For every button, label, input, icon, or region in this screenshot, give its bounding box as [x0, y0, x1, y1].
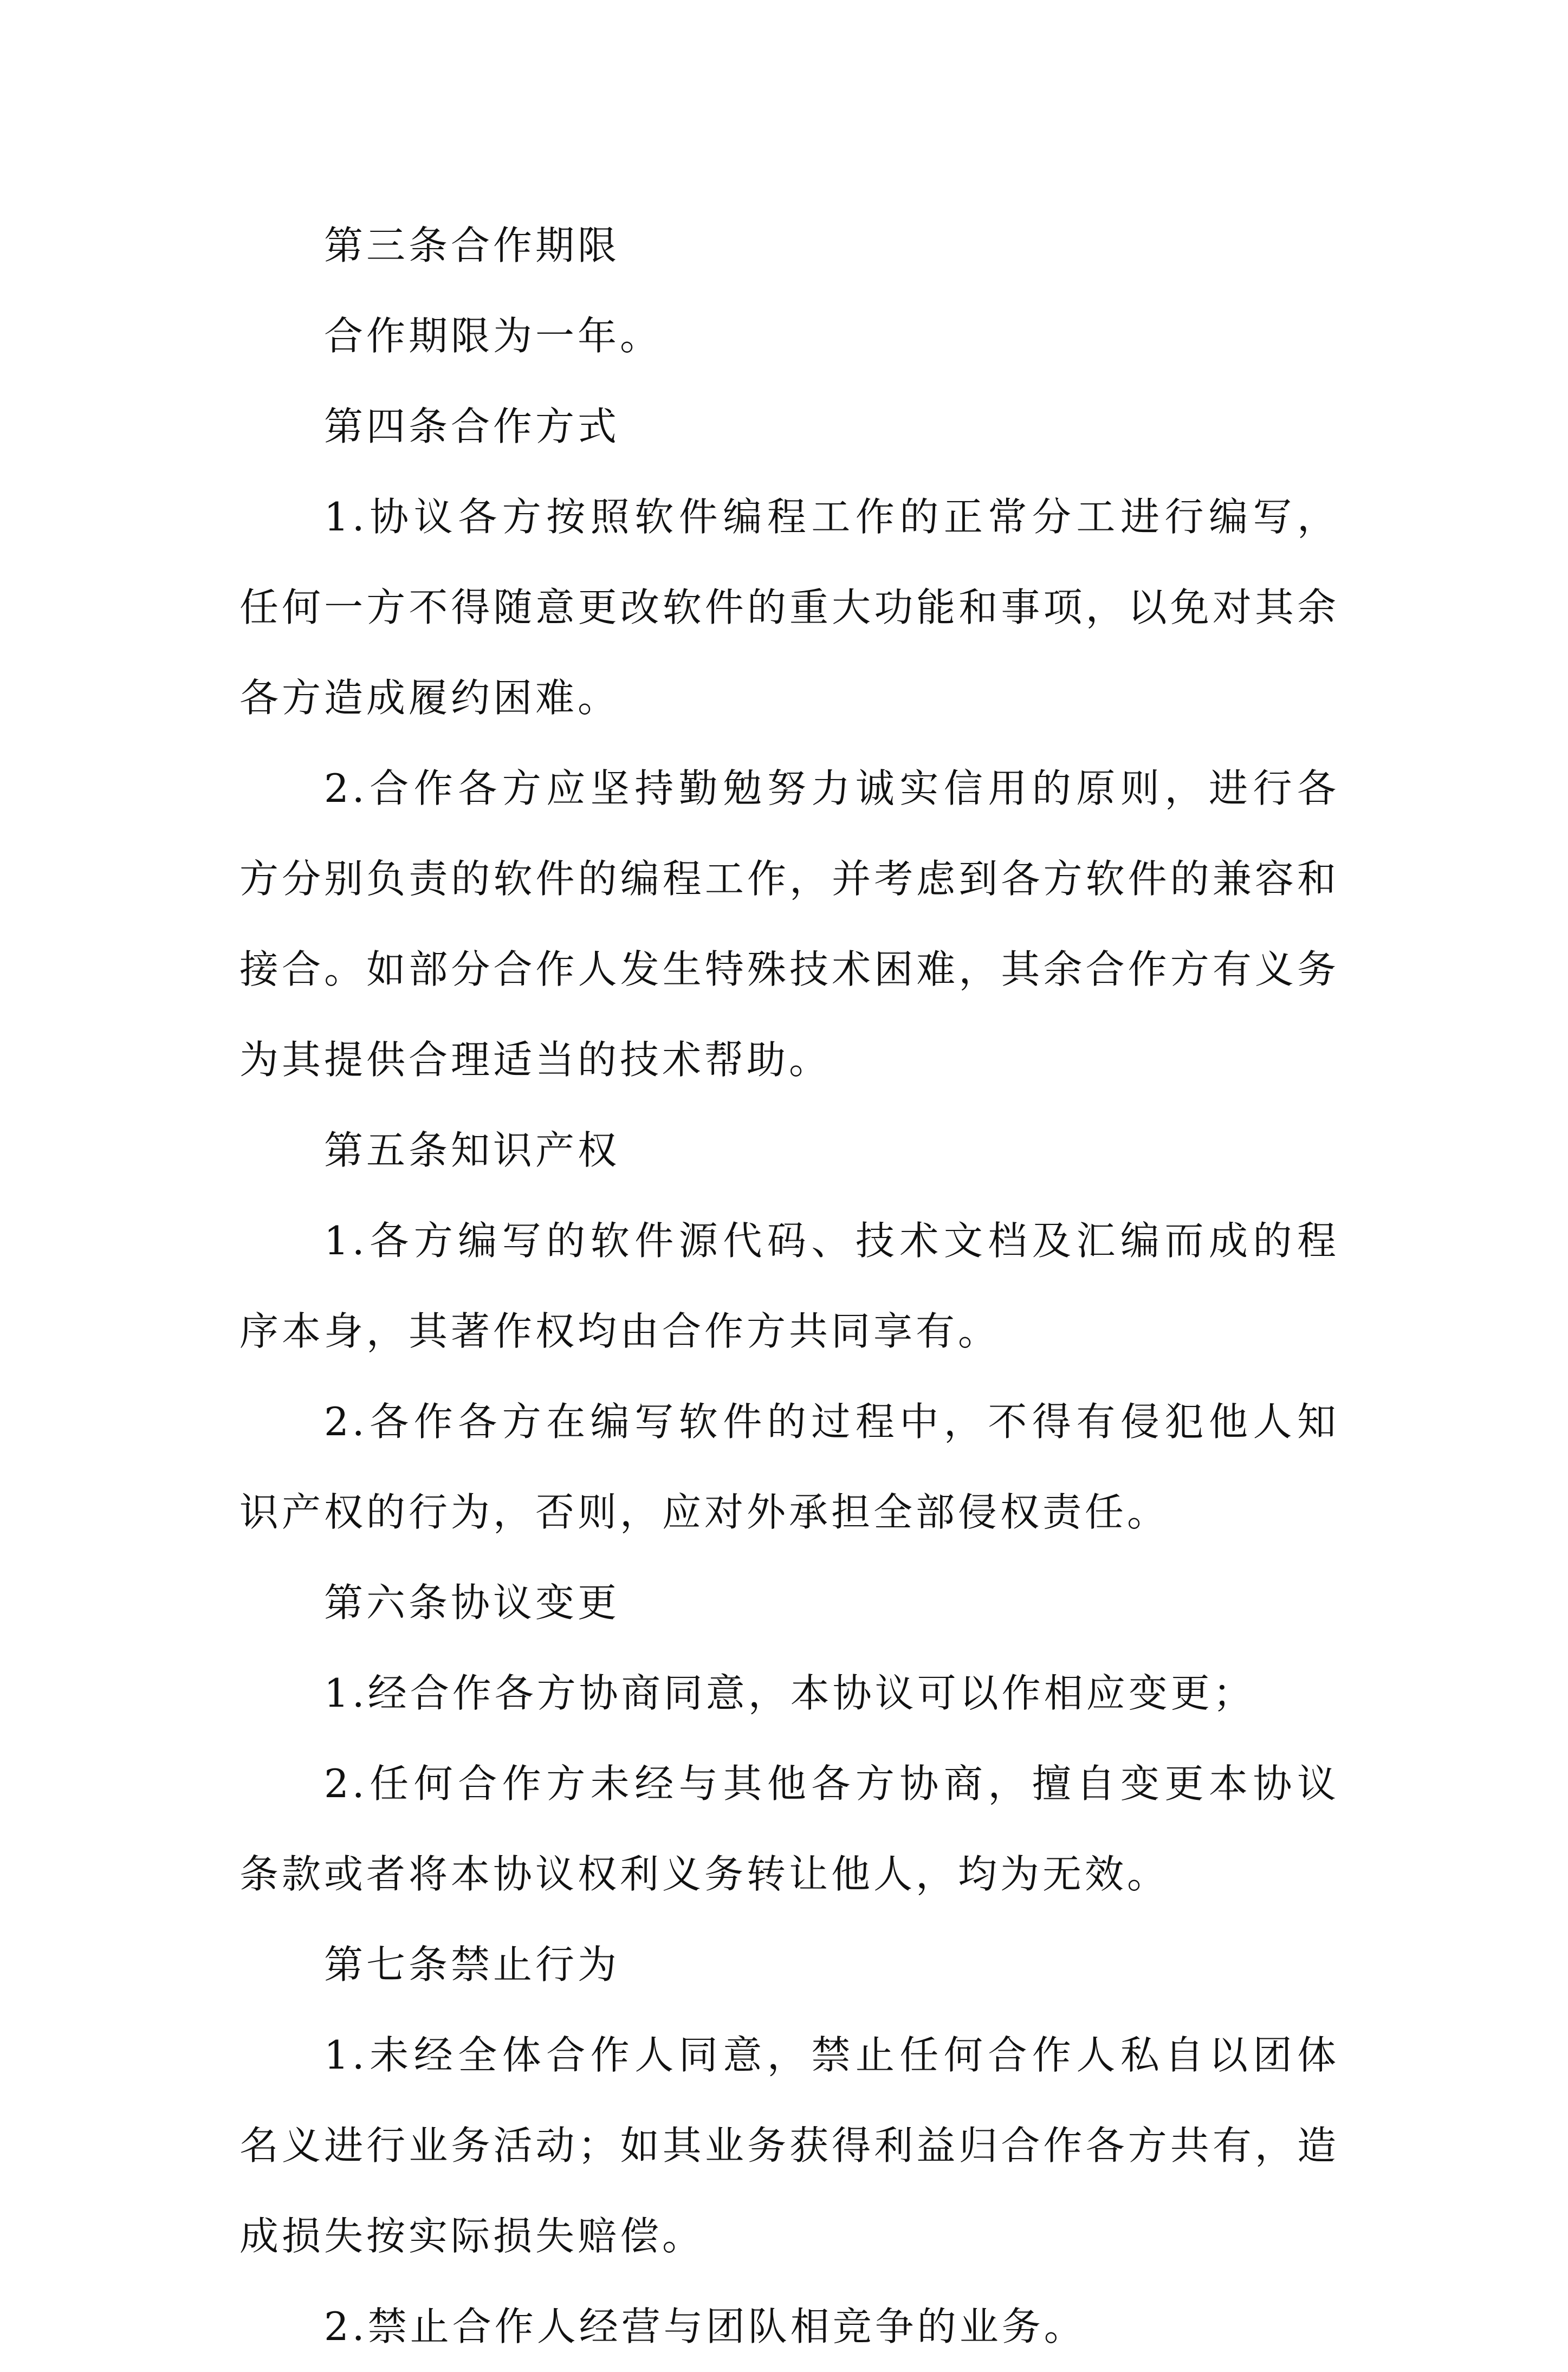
article-4-clause-2: 2.合作各方应坚持勤勉努力诚实信用的原则，进行各方分别负责的软件的编程工作，并考虑到各方软件的兼容和接合。如部分合作人发生特殊技术困难，其余合作方有义务为其提供合理适当的技术帮助。	[239, 766, 1339, 1083]
document-body	[239, 200, 1339, 2372]
article-3-heading: 第三条合作期限	[324, 223, 620, 268]
article-6-clause-1: 1.经合作各方协商同意，本协议可以作相应变更；	[324, 1670, 1255, 1716]
article-7-clause-2: 2.禁止合作人经营与团队相竞争的业务。	[324, 2304, 1086, 2349]
article-5-heading: 第五条知识产权	[324, 1127, 620, 1173]
article-6-clause-2: 2.任何合作方未经与其他各方协商，擅自变更本协议条款或者将本协议权利义务转让他人，均为无效。	[239, 1761, 1339, 1897]
article-7-clause-1: 1.未经全体合作人同意，禁止任何合作人私自以团体名义进行业务活动；如其业务获得利益归合作各方共有，造成损失按实际损失赔偿。	[239, 2032, 1339, 2259]
article-5-clause-2: 2.各作各方在编写软件的过程中，不得有侵犯他人知识产权的行为，否则，应对外承担全部侵权责任。	[239, 1399, 1339, 1535]
article-6-heading: 第六条协议变更	[324, 1580, 620, 1625]
article-4-heading: 第四条合作方式	[324, 404, 620, 449]
article-3-text: 合作期限为一年。	[324, 313, 663, 359]
article-5-clause-1: 1.各方编写的软件源代码、技术文档及汇编而成的程序本身，其著作权均由合作方共同享有。	[239, 1218, 1339, 1354]
article-4-clause-1: 1.协议各方按照软件编程工作的正常分工进行编写，任何一方不得随意更改软件的重大功能和事项，以免对其余各方造成履约困难。	[239, 494, 1339, 721]
article-7-heading: 第七条禁止行为	[324, 1942, 620, 1987]
